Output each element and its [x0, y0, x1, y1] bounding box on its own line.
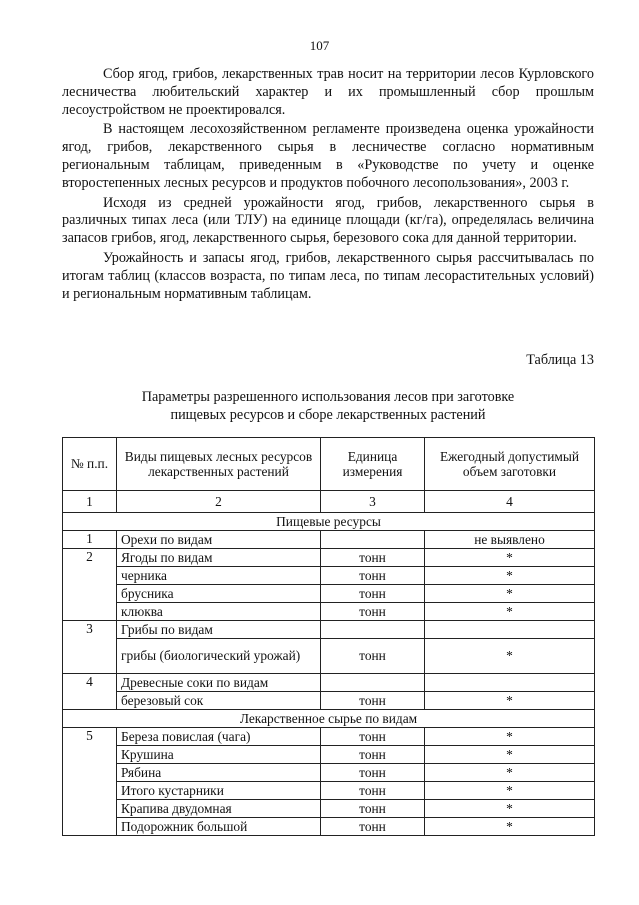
table-caption-line: Параметры разрешенного использования лесов при заготовке: [141, 389, 515, 405]
row-unit: тонн: [321, 728, 425, 746]
table-row: [63, 818, 595, 836]
table-row: [63, 800, 595, 818]
row-name: брусника: [117, 585, 321, 603]
table-row: [63, 782, 595, 800]
row-unit: [321, 531, 425, 549]
row-name: Итого кустарники: [117, 782, 321, 800]
column-number: 1: [63, 491, 117, 513]
table-row: [63, 585, 595, 603]
column-number: 3: [321, 491, 425, 513]
table-caption: [62, 389, 594, 424]
row-name: Орехи по видам: [117, 531, 321, 549]
column-number: 2: [117, 491, 321, 513]
row-name: Крапива двудомная: [117, 800, 321, 818]
row-volume: *: [425, 746, 595, 764]
row-volume: *: [425, 728, 595, 746]
table-row: [63, 746, 595, 764]
row-volume: *: [425, 818, 595, 836]
row-name: Рябина: [117, 764, 321, 782]
body-text: [62, 66, 594, 303]
table-row: [63, 549, 595, 567]
row-name: Подорожник большой: [117, 818, 321, 836]
row-volume: *: [425, 764, 595, 782]
table-row: [63, 764, 595, 782]
row-volume: [425, 674, 595, 692]
resources-table: [62, 437, 595, 836]
row-unit: тонн: [321, 818, 425, 836]
row-name: Крушина: [117, 746, 321, 764]
header-cell: Единица измерения: [321, 438, 425, 491]
row-volume: *: [425, 567, 595, 585]
table-row: [63, 674, 595, 692]
paragraph: Урожайность и запасы ягод, грибов, лекарственного сырья рассчитывалась по итогам таблиц (классов возраста, по типам леса, по типам лесорастительных условий) и региональным нормативным таблицам.: [62, 249, 594, 302]
row-number: 1: [63, 531, 117, 549]
row-volume: не выявлено: [425, 531, 595, 549]
row-name: черника: [117, 567, 321, 585]
row-unit: тонн: [321, 549, 425, 567]
row-name: березовый сок: [117, 692, 321, 710]
table-row: [63, 728, 595, 746]
table-row: [63, 603, 595, 621]
row-name: Ягоды по видам: [117, 549, 321, 567]
row-unit: тонн: [321, 800, 425, 818]
row-unit: [321, 621, 425, 639]
row-volume: [425, 621, 595, 639]
row-volume: *: [425, 585, 595, 603]
row-name: грибы (биологический урожай): [117, 639, 321, 674]
paragraph: В настоящем лесохозяйственном регламенте произведена оценка урожайности ягод, грибов, лекарственного сырья в лесничестве согласно нормативным региональным таблицам, приведенным в «Руководстве по учету и оценке второстепенных лесных ресурсов и продуктов побочного лесопользования», 2003 г.: [62, 121, 594, 191]
row-number: 5: [63, 728, 117, 836]
table-row: [63, 639, 595, 674]
header-cell: Ежегодный допустимый объем заготовки: [425, 438, 595, 491]
header-cell: № п.п.: [63, 438, 117, 491]
table-row: [63, 531, 595, 549]
row-number: 3: [63, 621, 117, 674]
column-number: 4: [425, 491, 595, 513]
row-unit: тонн: [321, 639, 425, 674]
table-row: [63, 567, 595, 585]
table-row: [63, 692, 595, 710]
row-unit: тонн: [321, 782, 425, 800]
row-volume: *: [425, 603, 595, 621]
row-name: Береза повислая (чага): [117, 728, 321, 746]
row-name: Грибы по видам: [117, 621, 321, 639]
row-unit: тонн: [321, 692, 425, 710]
table-label: Таблица 13: [526, 352, 594, 368]
row-volume: *: [425, 639, 595, 674]
row-unit: тонн: [321, 603, 425, 621]
paragraph: Исходя из средней урожайности ягод, грибов, лекарственного сырья в различных типах леса (или ТЛУ) на единице площади (кг/га), определялась величина запасов грибов, ягод, лекарственного сырья, березового сока для данной территории.: [62, 194, 594, 247]
page-number: 107: [309, 38, 330, 53]
section-header: Лекарственное сырье по видам: [63, 710, 595, 728]
row-number: 2: [63, 549, 117, 621]
row-name: Древесные соки по видам: [117, 674, 321, 692]
row-unit: тонн: [321, 567, 425, 585]
row-unit: [321, 674, 425, 692]
row-volume: *: [425, 549, 595, 567]
table-row: [63, 621, 595, 639]
row-volume: *: [425, 800, 595, 818]
row-number: 4: [63, 674, 117, 710]
row-name: клюква: [117, 603, 321, 621]
row-volume: *: [425, 782, 595, 800]
row-volume: *: [425, 692, 595, 710]
header-cell: Виды пищевых лесных ресурсов лекарственных растений: [117, 438, 321, 491]
row-unit: тонн: [321, 764, 425, 782]
row-unit: тонн: [321, 585, 425, 603]
row-unit: тонн: [321, 746, 425, 764]
paragraph: Сбор ягод, грибов, лекарственных трав носит на территории лесов Курловского лесничества любительский характер и их промышленный сбор прошлым лесоустройством не проектировался.: [62, 66, 594, 118]
section-header: Пищевые ресурсы: [63, 513, 595, 531]
table-caption-line: пищевых ресурсов и сборе лекарственных растений: [170, 406, 486, 423]
